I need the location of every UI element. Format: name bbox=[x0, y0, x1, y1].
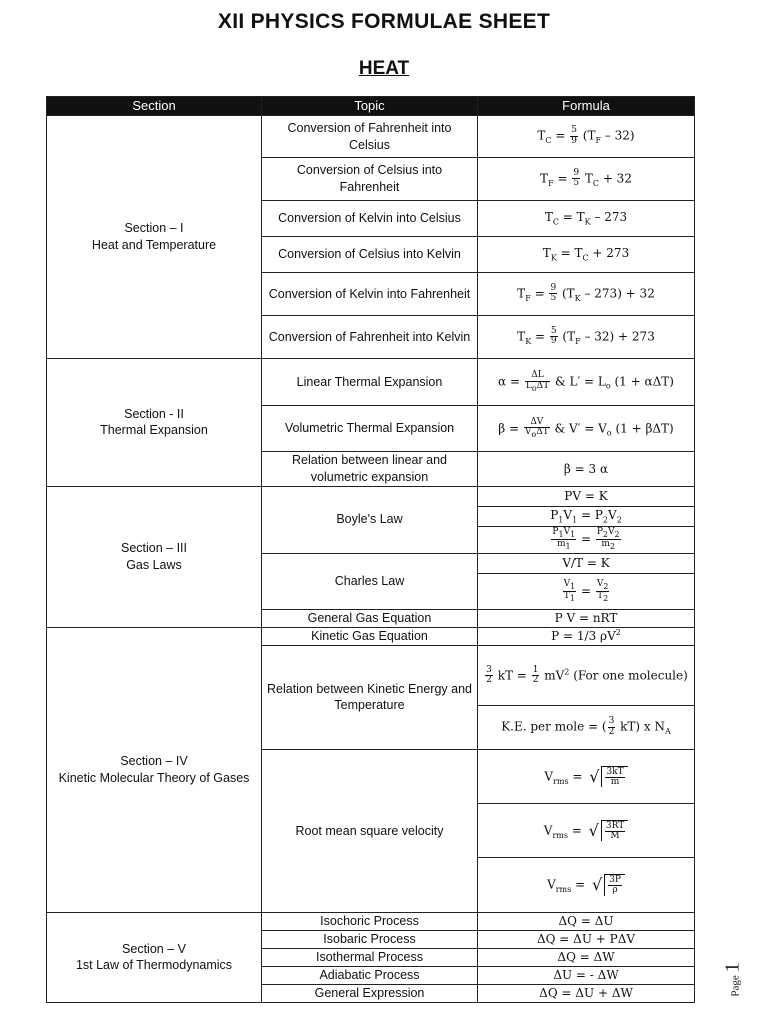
section-cell-1 bbox=[47, 116, 262, 359]
table-row bbox=[47, 627, 695, 645]
topic-cell: Boyle's Law bbox=[262, 486, 478, 553]
formula-cell: $\frac{3}{2}$ kT = $\frac{1}{2}$ $mV^2$ (For one molecule) bbox=[478, 645, 695, 705]
section-label: Section – III bbox=[120, 540, 187, 555]
formula-cell: $V_{rms}$ = √ $\frac{3kT}{m}$ bbox=[478, 749, 695, 803]
topic-cell: Volumetric Thermal Expansion bbox=[262, 406, 478, 452]
formula-cell: $P_1V_1 = P_2V_2$ bbox=[478, 506, 695, 526]
formula-cell: α = $\frac{\Delta L}{L_o\Delta T}$ & $L' = L_o$ (1 + αΔT) bbox=[478, 359, 695, 406]
formula-cell: β = 3 α bbox=[478, 452, 695, 487]
table-header-row bbox=[47, 97, 695, 116]
section-cell-2 bbox=[47, 359, 262, 487]
section-label: Section - II bbox=[124, 406, 184, 421]
topic-cell: Isobaric Process bbox=[262, 930, 478, 948]
topic-cell: Conversion of Kelvin into Fahrenheit bbox=[262, 273, 478, 316]
formula-cell: K.E. per mole = ( $\frac{3}{2}$ kT) x $N_A$ bbox=[478, 705, 695, 749]
topic-cell: Relation between Kinetic Energy and Temperature bbox=[262, 645, 478, 749]
topic-cell: Kinetic Gas Equation bbox=[262, 627, 478, 645]
topic-cell: General Gas Equation bbox=[262, 609, 478, 627]
topic-cell: General Expression bbox=[262, 984, 478, 1002]
topic-cell: Conversion of Celsius into Kelvin bbox=[262, 237, 478, 273]
page-label: Page bbox=[729, 975, 742, 997]
section-cell-5 bbox=[47, 912, 262, 1002]
section-label: Section – I bbox=[124, 221, 184, 236]
section-name: Heat and Temperature bbox=[91, 238, 217, 252]
topic-cell: Conversion of Fahrenheit into Kelvin bbox=[262, 316, 478, 359]
formula-cell: $V_{rms}$ = √ $\frac{3P}{\rho}$ bbox=[478, 857, 695, 912]
topic-cell: Isochoric Process bbox=[262, 912, 478, 930]
formula-cell: β = $\frac{\Delta V}{V_o\Delta T}$ & $V' = V_o$ (1 + βΔT) bbox=[478, 406, 695, 452]
formula-cell: $V_{rms}$ = √ $\frac{3RT}{M}$ bbox=[478, 803, 695, 857]
section-name: Kinetic Molecular Theory of Gases bbox=[58, 770, 250, 785]
topic-cell: Conversion of Fahrenheit into Celsius bbox=[262, 116, 478, 158]
page-number bbox=[722, 962, 745, 996]
formula-cell: $T_F$ = $\frac{9}{5}$ $T_C + 32$ bbox=[478, 158, 695, 201]
topic-cell: Adiabatic Process bbox=[262, 966, 478, 984]
page-number-value: 1 bbox=[721, 962, 744, 973]
formula-table bbox=[46, 96, 695, 1003]
formula-cell: $T_K$ = $\frac{5}{9}$ $(T_F - 32) + 273$ bbox=[478, 316, 695, 359]
column-header-section: Section bbox=[47, 97, 262, 116]
formula-cell: $T_K = T_C + 273$ bbox=[478, 237, 695, 273]
formula-cell: ΔQ = ΔU + ΔW bbox=[478, 984, 695, 1002]
page-title: XII PHYSICS FORMULAE SHEET bbox=[217, 10, 551, 33]
section-label: Section – V bbox=[122, 941, 186, 956]
formula-cell: $T_C$ = $\frac{5}{9}$ $(T_F - 32)$ bbox=[478, 116, 695, 158]
section-cell-4 bbox=[47, 627, 262, 912]
formula-cell: PV = K bbox=[478, 486, 695, 506]
column-header-topic: Topic bbox=[262, 97, 478, 116]
topic-cell: Linear Thermal Expansion bbox=[262, 359, 478, 406]
formula-cell: P V = nRT bbox=[478, 609, 695, 627]
table-row bbox=[47, 912, 695, 930]
section-label: Section – IV bbox=[120, 754, 188, 769]
formula-cell: ΔU = - ΔW bbox=[478, 966, 695, 984]
column-header-formula: Formula bbox=[478, 97, 695, 116]
topic-cell: Charles Law bbox=[262, 553, 478, 609]
formula-cell: $T_C = T_K - 273$ bbox=[478, 201, 695, 237]
topic-cell: Conversion of Celsius into Fahrenheit bbox=[262, 158, 478, 201]
section-name: Gas Laws bbox=[126, 557, 182, 572]
formula-cell: $\frac{V_1}{T_1}$ = $\frac{V_2}{T_2}$ bbox=[478, 573, 695, 609]
table-row bbox=[47, 116, 695, 158]
formula-cell: $\frac{P_1V_1}{m_1}$ = $\frac{P_2V_2}{m_2}$ bbox=[478, 526, 695, 553]
section-name: 1st Law of Thermodynamics bbox=[75, 958, 233, 973]
page-subtitle: HEAT bbox=[358, 58, 410, 79]
table-row bbox=[47, 359, 695, 406]
formula-cell: ΔQ = ΔU + PΔV bbox=[478, 930, 695, 948]
topic-cell: Isothermal Process bbox=[262, 948, 478, 966]
table-row bbox=[47, 486, 695, 506]
section-name: Thermal Expansion bbox=[100, 423, 208, 438]
formula-cell: $T_F$ = $\frac{9}{5}$ $(T_K - 273) + 32$ bbox=[478, 273, 695, 316]
topic-cell: Relation between linear and volumetric expansion bbox=[262, 452, 478, 487]
section-cell-3 bbox=[47, 486, 262, 627]
topic-cell: Root mean square velocity bbox=[262, 749, 478, 912]
formula-cell: ΔQ = ΔU bbox=[478, 912, 695, 930]
topic-cell: Conversion of Kelvin into Celsius bbox=[262, 201, 478, 237]
formula-cell: ΔQ = ΔW bbox=[478, 948, 695, 966]
formula-cell: V/T = K bbox=[478, 553, 695, 573]
formula-cell: P = 1/3 $\rho V^2$ bbox=[478, 627, 695, 645]
